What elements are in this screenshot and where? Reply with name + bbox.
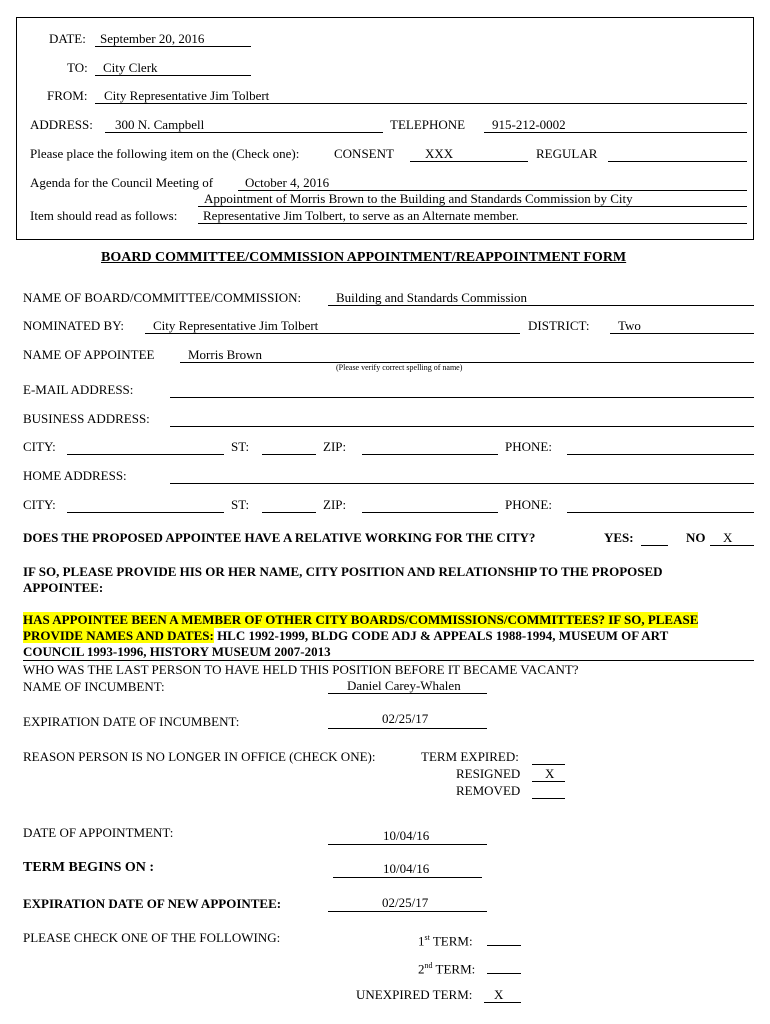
placement-label: Please place the following item on the (Check one):: [30, 146, 300, 161]
city-line-1[interactable]: [67, 454, 224, 455]
date-appointment-value[interactable]: 10/04/16: [383, 828, 430, 843]
to-value[interactable]: City Clerk: [103, 60, 158, 75]
from-line: [95, 103, 747, 104]
date-line: [95, 46, 251, 47]
board-label: NAME OF BOARD/COMMITTEE/COMMISSION:: [23, 290, 302, 305]
relative-question: DOES THE PROPOSED APPOINTEE HAVE A RELATIVE WORKING FOR THE CITY?: [23, 530, 536, 545]
removed-label: REMOVED: [456, 783, 521, 798]
board-value[interactable]: Building and Standards Commission: [336, 290, 528, 305]
phone-line-1[interactable]: [567, 454, 754, 455]
telephone-line: [484, 132, 747, 133]
business-line[interactable]: [170, 426, 754, 427]
city-label-2: CITY:: [23, 497, 56, 512]
exp-incumbent-label: EXPIRATION DATE OF INCUMBENT:: [23, 714, 240, 729]
yes-line[interactable]: [641, 545, 668, 546]
term-expired-line[interactable]: [532, 764, 565, 765]
agenda-label: Agenda for the Council Meeting of: [30, 175, 214, 190]
first-term-num: 1: [418, 933, 425, 949]
second-term-line[interactable]: [487, 973, 521, 974]
phone-line-2[interactable]: [567, 512, 754, 513]
unexpired-label: UNEXPIRED TERM:: [356, 987, 473, 1002]
resigned-value[interactable]: X: [545, 766, 555, 781]
exp-new-value[interactable]: 02/25/17: [382, 895, 429, 910]
last-person-question: WHO WAS THE LAST PERSON TO HAVE HELD THIS POSITION BEFORE IT BECAME VACANT?: [23, 662, 579, 677]
no-line: [710, 545, 754, 546]
first-term-line[interactable]: [487, 945, 521, 946]
term-begins-value[interactable]: 10/04/16: [383, 861, 430, 876]
business-label: BUSINESS ADDRESS:: [23, 411, 150, 426]
consent-line: [410, 161, 528, 162]
st-line-1[interactable]: [262, 454, 316, 455]
resigned-line: [532, 781, 565, 782]
date-appointment-label: DATE OF APPOINTMENT:: [23, 825, 174, 840]
district-value[interactable]: Two: [618, 318, 641, 333]
district-label: DISTRICT:: [528, 318, 590, 333]
regular-line[interactable]: [608, 161, 747, 162]
home-label: HOME ADDRESS:: [23, 468, 127, 483]
exp-incumbent-value[interactable]: 02/25/17: [382, 711, 429, 726]
incumbent-label: NAME OF INCUMBENT:: [23, 679, 165, 694]
exp-new-line: [328, 911, 487, 912]
date-appointment-line: [328, 844, 487, 845]
unexpired-value[interactable]: X: [494, 987, 504, 1002]
telephone-label: TELEPHONE: [390, 117, 466, 132]
zip-line-1[interactable]: [362, 454, 498, 455]
first-term-sup: st: [424, 933, 430, 942]
appointee-line: [180, 362, 754, 363]
address-label: ADDRESS:: [30, 117, 93, 132]
item-label: Item should read as follows:: [30, 208, 178, 223]
nominated-line: [145, 333, 520, 334]
phone-label-1: PHONE:: [505, 439, 552, 454]
incumbent-line: [328, 693, 487, 694]
email-line[interactable]: [170, 397, 754, 398]
consent-label: CONSENT: [334, 146, 394, 161]
member-question-2: PROVIDE NAMES AND DATES:: [23, 628, 214, 643]
removed-line[interactable]: [532, 798, 565, 799]
check-label: PLEASE CHECK ONE OF THE FOLLOWING:: [23, 930, 281, 945]
board-line: [328, 305, 754, 306]
exp-new-label: EXPIRATION DATE OF NEW APPOINTEE:: [23, 896, 282, 911]
verify-note: (Please verify correct spelling of name): [336, 363, 463, 372]
agenda-value[interactable]: October 4, 2016: [245, 175, 330, 190]
no-label: NO: [686, 530, 706, 545]
item-underline1: [198, 206, 747, 207]
nominated-value[interactable]: City Representative Jim Tolbert: [153, 318, 319, 333]
from-label: FROM:: [47, 88, 88, 103]
unexpired-line: [484, 1002, 521, 1003]
second-term-text: TERM:: [432, 961, 476, 977]
district-line: [610, 333, 754, 334]
first-term-label: [418, 930, 473, 949]
st-label-2: ST:: [231, 497, 250, 512]
form-title: BOARD COMMITTEE/COMMISSION APPOINTMENT/REAPPOINTMENT FORM: [101, 250, 627, 265]
address-value[interactable]: 300 N. Campbell: [115, 117, 205, 132]
zip-line-2[interactable]: [362, 512, 498, 513]
city-label-1: CITY:: [23, 439, 56, 454]
from-value[interactable]: City Representative Jim Tolbert: [104, 88, 270, 103]
term-begins-line: [333, 877, 482, 878]
date-value[interactable]: September 20, 2016: [100, 31, 205, 46]
consent-value[interactable]: XXX: [425, 146, 454, 161]
item-line1[interactable]: Appointment of Morris Brown to the Building and Standards Commission by City: [204, 191, 633, 206]
to-line: [95, 75, 251, 76]
second-term-label: [418, 958, 475, 977]
member-row-2: [23, 628, 668, 644]
incumbent-value[interactable]: Daniel Carey-Whalen: [347, 678, 461, 693]
second-term-num: 2: [418, 961, 425, 977]
home-line[interactable]: [170, 483, 754, 484]
zip-label-1: ZIP:: [323, 439, 347, 454]
city-line-2[interactable]: [67, 512, 224, 513]
date-label: DATE:: [49, 31, 86, 46]
telephone-value[interactable]: 915-212-0002: [492, 117, 566, 132]
member-answer-2: COUNCIL 1993-1996, HISTORY MUSEUM 2007-2013: [23, 644, 331, 659]
zip-label-2: ZIP:: [323, 497, 347, 512]
reason-label: REASON PERSON IS NO LONGER IN OFFICE (CHECK ONE):: [23, 749, 376, 764]
item-underline2: [198, 223, 747, 224]
resigned-label: RESIGNED: [456, 766, 521, 781]
nominated-label: NOMINATED BY:: [23, 318, 124, 333]
appointee-value[interactable]: Morris Brown: [188, 347, 263, 362]
no-value[interactable]: X: [723, 530, 733, 545]
term-expired-label: TERM EXPIRED:: [421, 749, 519, 764]
phone-label-2: PHONE:: [505, 497, 552, 512]
appointee-label: NAME OF APPOINTEE: [23, 347, 155, 362]
second-term-sup: nd: [424, 961, 433, 970]
if-so-line2: APPOINTEE:: [23, 580, 104, 595]
first-term-text: TERM:: [429, 933, 473, 949]
if-so-line1: IF SO, PLEASE PROVIDE HIS OR HER NAME, CITY POSITION AND RELATIONSHIP TO THE PROPOSED: [23, 564, 663, 579]
member-answer-1: HLC 1992-1999, BLDG CODE ADJ & APPEALS 1988-1994, MUSEUM OF ART: [213, 628, 669, 643]
member-question-1: HAS APPOINTEE BEEN A MEMBER OF OTHER CITY BOARDS/COMMISSIONS/COMMITTEES? IF SO, PLEASE: [23, 612, 699, 627]
st-line-2[interactable]: [262, 512, 316, 513]
exp-incumbent-line: [328, 728, 487, 729]
to-label: TO:: [67, 60, 88, 75]
email-label: E-MAIL ADDRESS:: [23, 382, 134, 397]
yes-label: YES:: [604, 530, 634, 545]
address-line: [105, 132, 383, 133]
st-label-1: ST:: [231, 439, 250, 454]
regular-label: REGULAR: [536, 146, 598, 161]
item-line2[interactable]: Representative Jim Tolbert, to serve as an Alternate member.: [203, 208, 519, 223]
member-line: [23, 660, 754, 661]
term-begins-label: TERM BEGINS ON :: [23, 860, 155, 875]
